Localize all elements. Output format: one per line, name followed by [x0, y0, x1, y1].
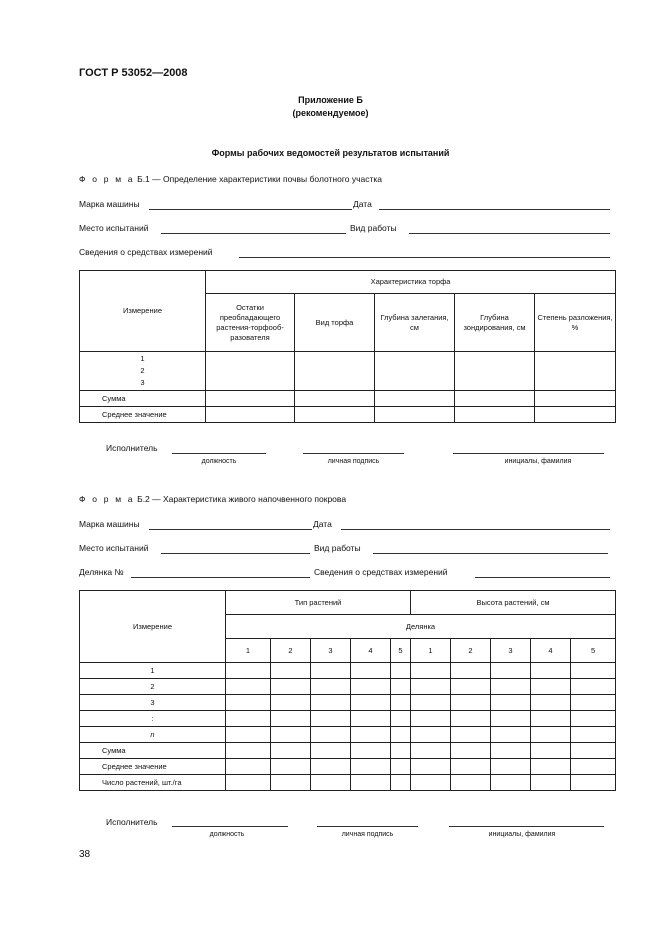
table-cell[interactable]	[411, 663, 451, 679]
form1-header-measure: Измерение	[80, 271, 206, 352]
table-cell[interactable]	[455, 352, 535, 391]
table-cell[interactable]	[295, 391, 375, 407]
table-cell[interactable]	[535, 352, 616, 391]
form1-col-residue: Остатки преобладающего растения-торфооб-разователя	[206, 294, 295, 352]
form2-signature-caption: личная подпись	[341, 831, 394, 838]
form1-row-avg: Среднее значение	[80, 407, 206, 423]
form1-instruments-line[interactable]	[239, 257, 610, 258]
table-cell[interactable]	[491, 759, 531, 775]
table-cell[interactable]	[351, 759, 391, 775]
table-cell[interactable]	[206, 391, 295, 407]
table-cell[interactable]	[411, 727, 451, 743]
table-cell[interactable]	[271, 759, 311, 775]
table-cell[interactable]	[411, 775, 451, 791]
form1-signature-caption: личная подпись	[327, 458, 380, 465]
table-cell[interactable]	[451, 663, 491, 679]
form2-row-label: 3	[80, 695, 226, 711]
page-number: 38	[79, 849, 91, 860]
form2-plot-number: 5	[391, 639, 411, 663]
form1-col-probe-depth: Глубина зондирования, см	[455, 294, 535, 352]
table-cell[interactable]	[311, 695, 351, 711]
table-cell[interactable]	[271, 743, 311, 759]
table-cell[interactable]	[491, 663, 531, 679]
form2-table	[79, 590, 616, 791]
table-cell[interactable]	[571, 727, 616, 743]
table-cell[interactable]	[531, 711, 571, 727]
form2-row-sum: Сумма	[80, 743, 226, 759]
table-cell[interactable]	[391, 695, 411, 711]
table-cell[interactable]	[455, 391, 535, 407]
table-row	[80, 743, 616, 759]
table-cell[interactable]	[351, 711, 391, 727]
form1-caption-spaced: Ф о р м а	[79, 174, 135, 184]
table-cell[interactable]	[531, 759, 571, 775]
form2-caption-text: Б.2 — Характеристика живого напочвенного покрова	[137, 494, 347, 504]
table-cell[interactable]	[391, 679, 411, 695]
table-cell[interactable]	[451, 679, 491, 695]
table-cell[interactable]	[206, 407, 295, 423]
table-cell[interactable]	[531, 743, 571, 759]
table-cell[interactable]	[531, 775, 571, 791]
table-cell[interactable]	[311, 663, 351, 679]
table-row	[80, 663, 616, 679]
table-row	[80, 727, 616, 743]
table-cell[interactable]	[491, 711, 531, 727]
form2-plot-number: 4	[351, 639, 391, 663]
table-cell[interactable]	[271, 775, 311, 791]
table-cell[interactable]	[226, 711, 271, 727]
table-cell[interactable]	[571, 663, 616, 679]
form2-row-label: 2	[80, 679, 226, 695]
form1-place-label: Место испытаний	[79, 223, 149, 233]
section-title: Формы рабочих ведомостей результатов испытаний	[211, 148, 450, 158]
table-cell[interactable]	[226, 695, 271, 711]
form2-signature-line[interactable]	[317, 826, 418, 827]
form2-row-label: n	[80, 727, 226, 743]
table-cell[interactable]	[391, 663, 411, 679]
table-row	[80, 352, 616, 391]
form1-name-line[interactable]	[453, 453, 604, 454]
form1-header-peat: Характеристика торфа	[206, 271, 616, 294]
row-number: 2	[140, 366, 145, 375]
form1-row-numbers	[80, 352, 206, 391]
table-cell[interactable]	[226, 663, 271, 679]
form2-work-line[interactable]	[373, 553, 608, 554]
form2-position-line[interactable]	[172, 826, 288, 827]
form1-date-label: Дата	[353, 199, 372, 209]
form2-plot-number: 4	[531, 639, 571, 663]
table-cell[interactable]	[351, 695, 391, 711]
form1-signature-line[interactable]	[303, 453, 404, 454]
table-cell[interactable]	[535, 391, 616, 407]
table-cell[interactable]	[571, 679, 616, 695]
table-cell[interactable]	[411, 759, 451, 775]
form2-row-count: Число растений, шт./га	[80, 775, 226, 791]
table-cell[interactable]	[375, 391, 455, 407]
table-cell[interactable]	[571, 759, 616, 775]
table-cell[interactable]	[455, 407, 535, 423]
form2-plot-line[interactable]	[131, 577, 310, 578]
form1-row-sum: Сумма	[80, 391, 206, 407]
table-cell[interactable]	[451, 711, 491, 727]
form2-caption-spaced: Ф о р м а	[79, 494, 135, 504]
table-cell[interactable]	[391, 743, 411, 759]
form2-position-caption: должность	[209, 831, 245, 838]
form2-row-machine	[79, 519, 610, 531]
form1-caption-text: Б.1 — Определение характеристики почвы болотного участка	[137, 174, 383, 184]
form2-plot-number: 1	[226, 639, 271, 663]
form1-position-line[interactable]	[172, 453, 266, 454]
form2-header-plot: Делянка	[226, 615, 616, 639]
table-cell[interactable]	[571, 695, 616, 711]
form2-instruments-line[interactable]	[475, 577, 610, 578]
form2-caption	[79, 494, 346, 504]
table-cell[interactable]	[571, 743, 616, 759]
form1-date-line[interactable]	[379, 209, 610, 210]
table-row	[80, 711, 616, 727]
table-row	[80, 391, 616, 407]
form2-place-label: Место испытаний	[79, 543, 149, 553]
form2-plot-number: 5	[571, 639, 616, 663]
table-row	[80, 695, 616, 711]
table-cell[interactable]	[271, 727, 311, 743]
form2-work-label: Вид работы	[314, 543, 361, 553]
form1-machine-label: Марка машины	[79, 199, 140, 209]
table-cell[interactable]	[311, 679, 351, 695]
form1-row-machine	[79, 199, 610, 211]
table-cell[interactable]	[411, 743, 451, 759]
form2-instruments-label: Сведения о средствах измерений	[314, 567, 448, 577]
table-cell[interactable]	[411, 711, 451, 727]
form2-header-plant-height: Высота растений, см	[411, 591, 616, 615]
table-cell[interactable]	[351, 727, 391, 743]
table-cell[interactable]	[226, 775, 271, 791]
table-cell[interactable]	[226, 727, 271, 743]
form2-row-place	[79, 543, 610, 555]
table-cell[interactable]	[295, 352, 375, 391]
form2-performer-label: Исполнитель	[106, 817, 158, 827]
form1-performer-label: Исполнитель	[106, 443, 158, 453]
form1-work-label: Вид работы	[350, 223, 397, 233]
table-cell[interactable]	[411, 695, 451, 711]
form2-plot-label: Делянка №	[79, 567, 124, 577]
form1-work-line[interactable]	[409, 233, 610, 234]
table-cell[interactable]	[311, 711, 351, 727]
form2-row-label: 1	[80, 663, 226, 679]
table-cell[interactable]	[531, 727, 571, 743]
table-cell[interactable]	[226, 679, 271, 695]
table-cell[interactable]	[531, 695, 571, 711]
table-cell[interactable]	[311, 727, 351, 743]
table-cell[interactable]	[351, 663, 391, 679]
table-cell[interactable]	[571, 711, 616, 727]
form1-position-caption: должность	[201, 458, 237, 465]
appendix-subtitle: (рекомендуемое)	[292, 108, 369, 118]
form2-place-line[interactable]	[161, 553, 310, 554]
form2-plot-number: 2	[271, 639, 311, 663]
table-cell[interactable]	[391, 759, 411, 775]
table-cell[interactable]	[531, 679, 571, 695]
table-cell[interactable]	[491, 727, 531, 743]
form2-machine-label: Марка машины	[79, 519, 140, 529]
table-cell[interactable]	[206, 352, 295, 391]
table-cell[interactable]	[451, 727, 491, 743]
table-row	[80, 679, 616, 695]
form1-caption	[79, 174, 382, 184]
appendix-title: Приложение Б	[298, 95, 363, 105]
form2-date-label: Дата	[313, 519, 332, 529]
table-cell[interactable]	[271, 711, 311, 727]
table-cell[interactable]	[491, 695, 531, 711]
table-cell[interactable]	[271, 663, 311, 679]
form2-plot-number: 3	[491, 639, 531, 663]
table-cell[interactable]	[226, 759, 271, 775]
table-cell[interactable]	[391, 727, 411, 743]
table-cell[interactable]	[535, 407, 616, 423]
form1-col-depth: Глубина залегания, см	[375, 294, 455, 352]
table-row	[80, 407, 616, 423]
table-cell[interactable]	[311, 775, 351, 791]
form1-table	[79, 270, 616, 423]
form2-plot-number: 2	[451, 639, 491, 663]
table-cell[interactable]	[531, 663, 571, 679]
form2-name-caption: инициалы, фамилия	[488, 831, 556, 838]
table-cell[interactable]	[391, 711, 411, 727]
form1-place-line[interactable]	[161, 233, 346, 234]
table-cell[interactable]	[491, 679, 531, 695]
table-cell[interactable]	[491, 743, 531, 759]
table-cell[interactable]	[411, 679, 451, 695]
form1-row-instruments	[79, 247, 610, 259]
form2-header-measure: Измерение	[80, 591, 226, 663]
table-cell[interactable]	[226, 743, 271, 759]
form2-plot-number: 1	[411, 639, 451, 663]
table-cell[interactable]	[451, 759, 491, 775]
form2-machine-line[interactable]	[149, 529, 312, 530]
form1-instruments-label: Сведения о средствах измерений	[79, 247, 213, 257]
table-cell[interactable]	[571, 775, 616, 791]
form1-name-caption: инициалы, фамилия	[504, 458, 572, 465]
table-cell[interactable]	[391, 775, 411, 791]
table-cell[interactable]	[311, 743, 351, 759]
form2-name-line[interactable]	[449, 826, 604, 827]
row-number: 3	[140, 378, 145, 387]
table-cell[interactable]	[271, 679, 311, 695]
document-header: ГОСТ Р 53052—2008	[79, 67, 188, 79]
table-cell[interactable]	[295, 407, 375, 423]
table-cell[interactable]	[451, 743, 491, 759]
form2-header-plant-type: Тип растений	[226, 591, 411, 615]
table-cell[interactable]	[351, 743, 391, 759]
form2-row-avg: Среднее значение	[80, 759, 226, 775]
table-cell[interactable]	[271, 695, 311, 711]
form2-plot-number: 3	[311, 639, 351, 663]
form2-row-plot	[79, 567, 610, 579]
form1-machine-line[interactable]	[149, 209, 352, 210]
table-cell[interactable]	[451, 775, 491, 791]
table-cell[interactable]	[351, 775, 391, 791]
form1-col-decomposition: Степень разложения, %	[535, 294, 616, 352]
form2-row-label: :	[80, 711, 226, 727]
form2-date-line[interactable]	[341, 529, 610, 530]
table-row	[80, 759, 616, 775]
table-cell[interactable]	[375, 352, 455, 391]
table-row	[80, 775, 616, 791]
form1-row-place	[79, 223, 610, 235]
table-cell[interactable]	[491, 775, 531, 791]
table-cell[interactable]	[351, 679, 391, 695]
table-cell[interactable]	[375, 407, 455, 423]
table-cell[interactable]	[311, 759, 351, 775]
form1-col-peat-type: Вид торфа	[295, 294, 375, 352]
table-cell[interactable]	[451, 695, 491, 711]
row-number: 1	[140, 354, 145, 363]
